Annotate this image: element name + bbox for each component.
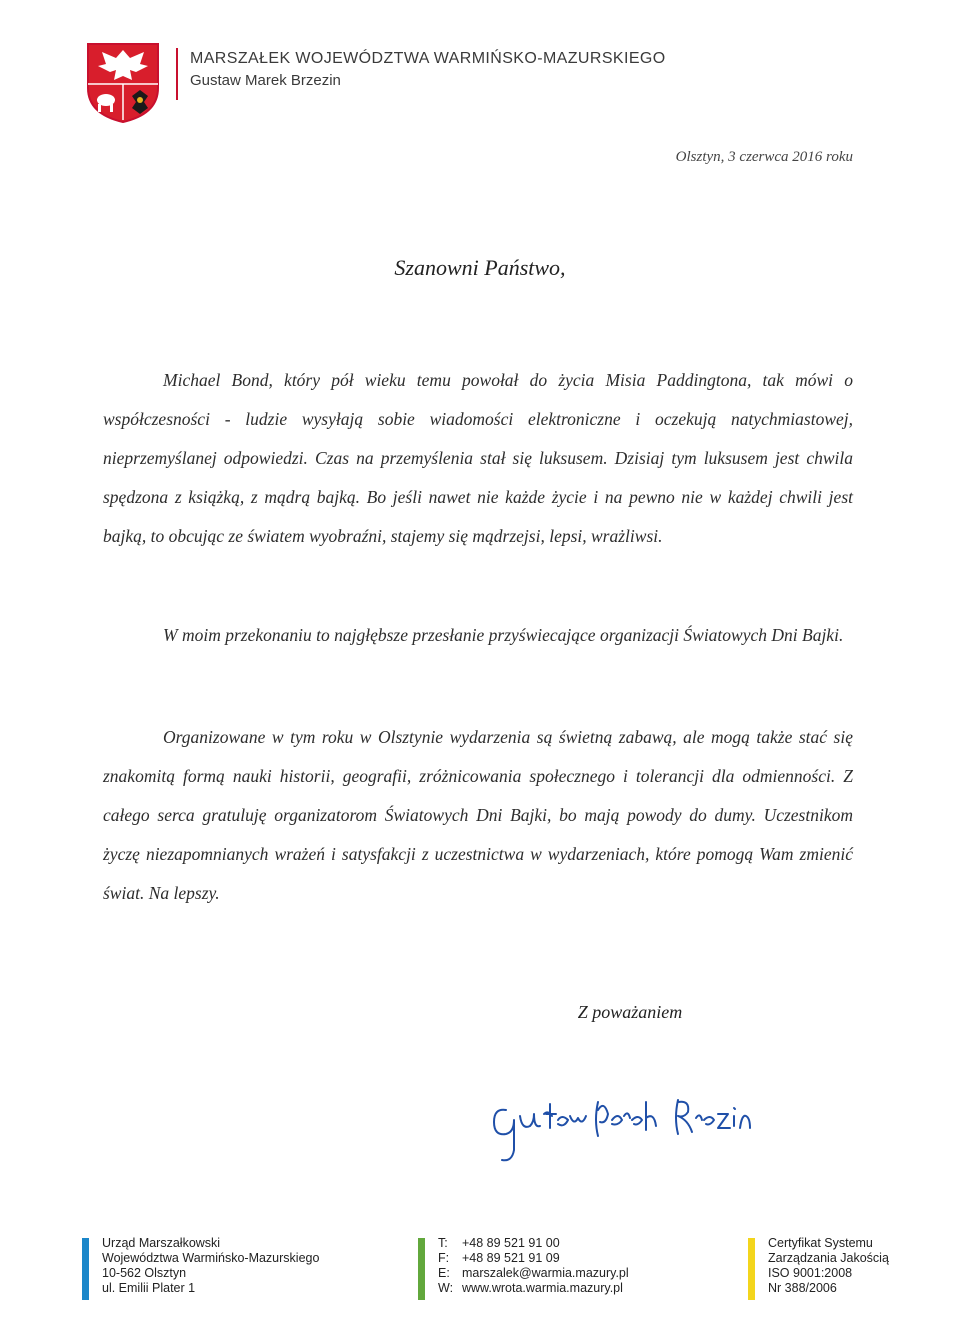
certificate-line: ISO 9001:2008 [768, 1266, 853, 1280]
handwritten-signature [488, 1080, 788, 1170]
address-line: Urząd Marszałkowski [102, 1236, 221, 1250]
footer-certificate [768, 1236, 889, 1296]
paragraph-1: Michael Bond, który pół wieku temu powołał do życia Misia Paddingtona, tak mówi o współczesności - ludzie wysyłają sobie wiadomości elektroniczne i oczekują natychmiastowej, nieprzemyślanej odpowiedzi. Czas na przemyślenia stał się luksusem. Dzisiaj tym luksusem jest chwila spędzona z książką, z mądrą bajką. Bo jeśli nawet nie każde życie i na pewno nie w każdej chwili jest bajką, to obcując ze światem wyobraźni, stajemy się mądrzejsi, lepsi, wrażliwsi. [103, 370, 853, 546]
paragraph-2: W moim przekonaniu to najgłębsze przesłanie przyświecające organizacji Światowych Dni Bajki. [163, 625, 844, 645]
address-line: Województwa Warmińsko-Mazurskiego [102, 1251, 320, 1265]
address-line: ul. Emilii Plater 1 [102, 1281, 196, 1295]
letter-date: Olsztyn, 3 czerwca 2016 roku [675, 149, 853, 165]
phone-number: +48 89 521 91 00 [462, 1236, 560, 1250]
salutation: Szanowni Państwo, [394, 255, 566, 280]
email-label: E: [438, 1266, 450, 1280]
certificate-line: Zarządzania Jakością [768, 1251, 889, 1265]
office-title: MARSZAŁEK WOJEWÓDZTWA WARMIŃSKO-MAZURSKIEGO [190, 50, 666, 67]
email-link[interactable]: marszalek@warmia.mazury.pl [462, 1266, 629, 1280]
footer-bar-green [418, 1238, 425, 1300]
footer-contact [438, 1236, 629, 1296]
address-line: 10-562 Olsztyn [102, 1266, 187, 1280]
closing-phrase: Z poważaniem [577, 1002, 683, 1022]
fax-number: +48 89 521 91 09 [462, 1251, 560, 1265]
website-link[interactable]: www.wrota.warmia.mazury.pl [462, 1281, 623, 1295]
certificate-line: Certyfikat Systemu [768, 1236, 873, 1250]
footer-bar-yellow [748, 1238, 755, 1300]
footer-bar-blue [82, 1238, 89, 1300]
certificate-line: Nr 388/2006 [768, 1281, 837, 1295]
phone-label: T: [438, 1236, 448, 1250]
fax-label: F: [438, 1251, 450, 1265]
paragraph-3: Organizowane w tym roku w Olsztynie wydarzenia są świetną zabawą, ale mogą także stać się znakomitą formą nauki historii, geografii, zróżnicowania społecznego i tolerancji dla odmienności. Z całego serca gratuluję organizatorom Światowych Dni Bajki, bo mają powody do dumy. Uczestnikom życzę niezapomnianych wrażeń i satysfakcji z uczestnictwa w wydarzeniach, które pomogą Wam zmienić świat. Na lepszy. [103, 727, 853, 903]
header-divider [176, 48, 178, 100]
coat-of-arms-logo [86, 42, 160, 124]
footer-address [102, 1236, 319, 1296]
official-name: Gustaw Marek Brzezin [190, 72, 341, 89]
web-label: W: [438, 1281, 454, 1295]
